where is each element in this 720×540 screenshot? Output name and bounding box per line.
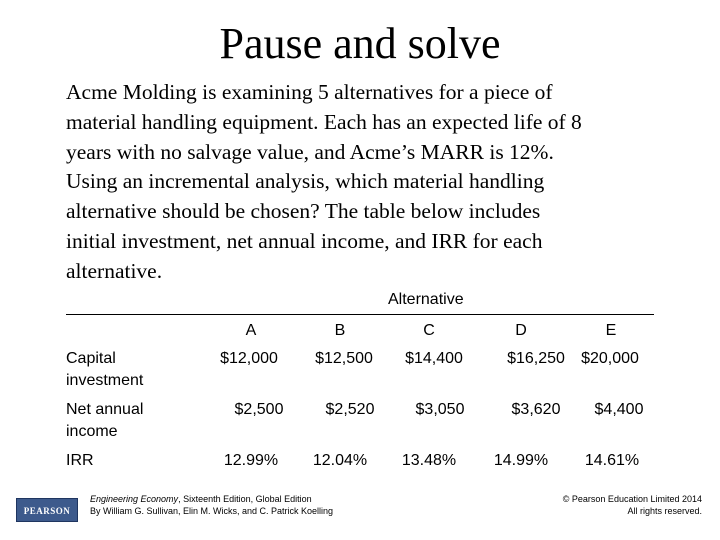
citation-title-line [90,494,333,506]
table-cell: $20,000 [581,350,639,367]
paragraph-line: initial investment, net annual income, and IRR for each [66,228,543,253]
table-header-rule [66,314,654,315]
table-group-header: Alternative [388,291,464,308]
paragraph-line: alternative should be chosen? The table below includes [66,199,541,224]
book-citation [90,494,333,517]
paragraph-line: Using an incremental analysis, which material handling [66,169,545,194]
pearson-logo [16,498,78,522]
row-label [66,348,186,392]
table-cell: 12.04% [312,452,368,469]
row-label-line: Capital [66,350,116,367]
table-cell: $2,500 [234,401,284,418]
paragraph-line: alternative. [66,258,163,283]
table-cell: $4,400 [594,401,644,418]
svg-text:PEARSON: PEARSON [23,506,71,516]
paragraph-line: years with no salvage value, and Acme’s MARR is 12%. [66,139,554,164]
table-cell: $2,520 [325,401,375,418]
slide-title: Pause and solve [219,19,501,68]
rights-line: All rights reserved. [627,505,702,516]
paragraph-line: Acme Molding is examining 5 alternatives for a piece of [66,80,553,104]
table-cell: $12,000 [220,350,278,367]
copyright-line: © Pearson Education Limited 2014 [562,494,702,504]
table-cell: $3,620 [511,401,561,418]
row-label-line: investment [66,372,144,389]
table-cell: 14.99% [493,452,549,469]
row-label [66,450,186,472]
row-label-line: income [66,423,118,440]
column-header-a: A [245,322,257,339]
problem-statement [66,78,666,287]
table-cell: 13.48% [401,452,457,469]
row-label [66,399,186,443]
row-label-line: IRR [66,452,94,469]
book-authors: By William G. Sullivan, Elin M. Wicks, and C. Patrick Koelling [90,505,334,516]
table-cell: 14.61% [584,452,640,469]
table-cell: $14,400 [405,350,463,367]
copyright-notice [563,494,702,517]
column-header-b: B [334,322,346,339]
column-header-e: E [605,322,617,339]
row-label-line: Net annual [66,401,144,418]
table-cell: $12,500 [315,350,373,367]
pearson-logo-mark [17,499,77,521]
book-edition: , Sixteenth Edition, Global Edition [178,494,312,504]
paragraph-line: material handling equipment. Each has an expected life of 8 [66,109,582,134]
table-cell: $16,250 [507,350,565,367]
column-header-d: D [515,322,527,339]
table-cell: $3,050 [415,401,465,418]
book-title: Engineering Economy [90,494,179,504]
table-cell: 12.99% [223,452,279,469]
column-header-c: C [423,322,435,339]
